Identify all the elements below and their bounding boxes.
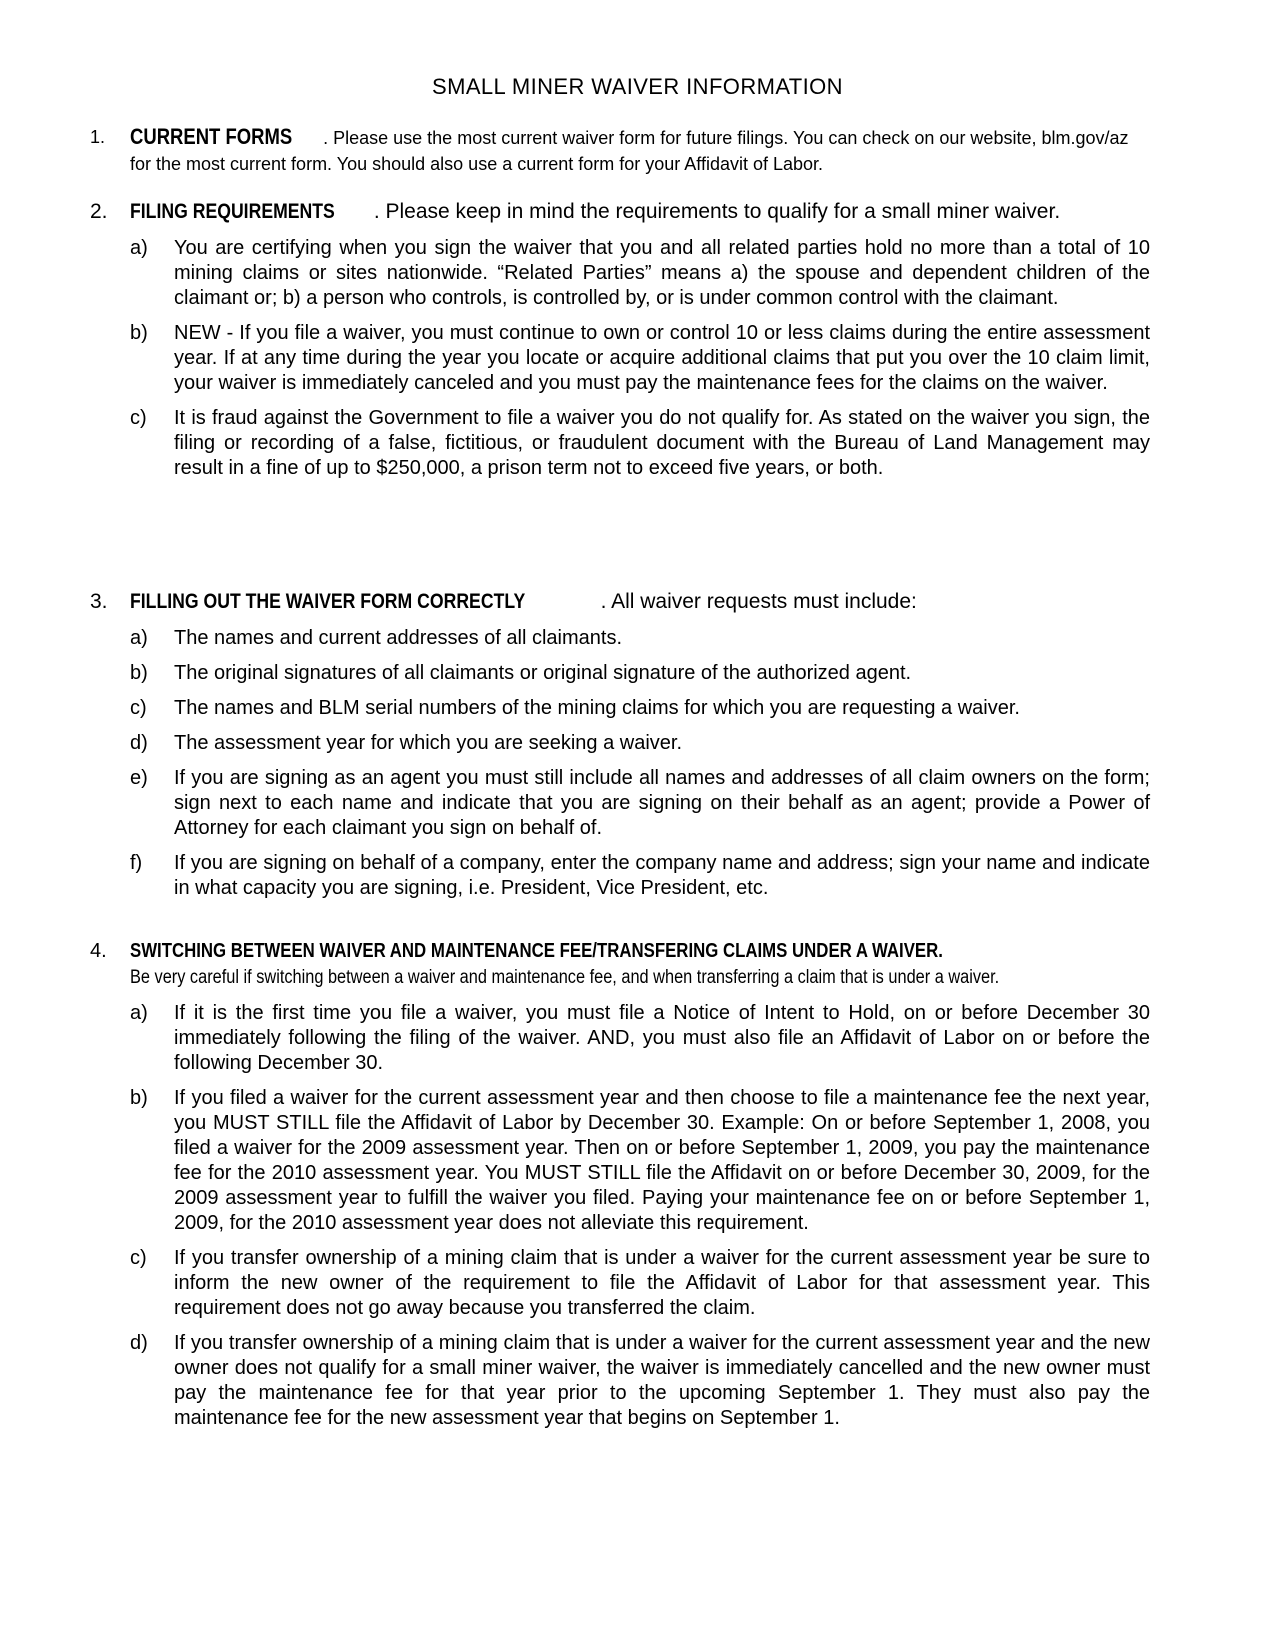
item-letter: c) <box>130 697 147 719</box>
item-text: If you transfer ownership of a mining claim that is under a waiver for the current assessment year be sure to inform the new owner of the requirement to file the Affidavit of Labor for that assessment year. This requirement does not go away because you transferred the claim. <box>174 1247 1150 1319</box>
item-text: If you are signing as an agent you must still include all names and addresses of all claim owners on the form; sign next to each name and indicate that you are signing on their behalf as an agent; provide a Power of Attorney for each claimant you sign on behalf of. <box>174 767 1150 839</box>
section-heading: FILING REQUIREMENTS <box>130 200 335 223</box>
item-letter: b) <box>130 322 148 344</box>
section-number: 1. <box>90 127 106 147</box>
list-item <box>90 766 1150 841</box>
item-text: You are certifying when you sign the waiver that you and all related parties hold no more than a total of 10 mining claims or sites nationwide. “Related Parties” means a) the spouse and dependent children of the claimant or; b) a person who controls, is controlled by, or is under common control with the claimant. <box>174 237 1150 309</box>
item-list <box>90 1001 1150 1431</box>
item-letter: a) <box>130 237 148 259</box>
list-item <box>90 851 1150 901</box>
item-letter: b) <box>130 662 148 684</box>
section-filing-requirements <box>90 198 1150 481</box>
section-number: 3. <box>90 590 108 613</box>
item-text: The names and BLM serial numbers of the mining claims for which you are requesting a waiver. <box>174 697 1020 719</box>
item-list <box>90 236 1150 481</box>
list-item <box>90 1086 1150 1236</box>
item-text: It is fraud against the Government to file a waiver you do not qualify for. As stated on the waiver you sign, the filing or recording of a false, fictitious, or fraudulent document with the Bureau of Land Management may result in a fine of up to $250,000, a prison term not to exceed five years, or both. <box>174 407 1150 479</box>
list-item <box>90 731 1150 756</box>
list-item <box>90 406 1150 481</box>
section-paragraph <box>90 588 1150 616</box>
item-letter: a) <box>130 627 148 649</box>
list-item <box>90 1331 1150 1431</box>
item-text: If you are signing on behalf of a company, enter the company name and address; sign your name and indicate in what capacity you are signing, i.e. President, Vice President, etc. <box>174 852 1150 899</box>
section-number: 2. <box>90 200 108 223</box>
section-heading: CURRENT FORMS <box>130 124 293 149</box>
item-letter: a) <box>130 1002 148 1024</box>
section-subheading: Be very careful if switching between a waiver and maintenance fee, and when transferring a claim that is under a waiver. <box>130 967 1000 988</box>
section-paragraph <box>90 124 1150 177</box>
item-text: NEW - If you file a waiver, you must continue to own or control 10 or less claims during the entire assessment year. If at any time during the year you locate or acquire additional claims that put you over the 10 claim limit, your waiver is immediately canceled and you must pay the maintenance fees for the claims on the waiver. <box>174 322 1150 394</box>
item-letter: d) <box>130 1332 148 1354</box>
document-title: SMALL MINER WAIVER INFORMATION <box>432 74 843 99</box>
item-text: If you transfer ownership of a mining claim that is under a waiver for the current assessment year and the new owner does not qualify for a small miner waiver, the waiver is immediately cancelled and the new owner must pay the maintenance fee for that year prior to the upcoming September 1. They must also pay the maintenance fee for the new assessment year that begins on September 1. <box>174 1332 1150 1429</box>
item-letter: e) <box>130 767 148 789</box>
list-item <box>90 696 1150 721</box>
section-heading: SWITCHING BETWEEN WAIVER AND MAINTENANCE FEE/TRANSFERING CLAIMS UNDER A WAIVER. <box>130 940 943 962</box>
section-text: . All waiver requests must include: <box>600 590 917 613</box>
item-text: If it is the first time you file a waiver, you must file a Notice of Intent to Hold, on or before December 30 immediately following the filing of the waiver. AND, you must also file an Affidavit of Labor on or before the following December 30. <box>174 1002 1150 1074</box>
item-text: The assessment year for which you are seeking a waiver. <box>174 732 683 754</box>
list-item <box>90 321 1150 396</box>
section-paragraph <box>90 938 1150 991</box>
section-text: . Please keep in mind the requirements to qualify for a small miner waiver. <box>373 200 1061 223</box>
section-paragraph <box>90 198 1150 226</box>
list-item <box>90 1246 1150 1321</box>
section-number: 4. <box>90 940 107 962</box>
item-letter: c) <box>130 407 147 429</box>
item-text: The names and current addresses of all claimants. <box>174 627 622 649</box>
item-letter: b) <box>130 1087 148 1109</box>
section-filling-out-form <box>90 588 1150 901</box>
list-item <box>90 661 1150 686</box>
section-current-forms <box>90 124 1150 177</box>
list-item <box>90 626 1150 651</box>
item-letter: f) <box>130 852 143 874</box>
item-list <box>90 626 1150 901</box>
item-letter: d) <box>130 732 148 754</box>
section-heading: FILLING OUT THE WAIVER FORM CORRECTLY <box>130 590 526 613</box>
section-text: . Please use the most current waiver form for future filings. You can check on our website, blm.gov/az for the most current form. You should also use a current form for your Affidavit of Labor. <box>130 128 1129 174</box>
list-item <box>90 1001 1150 1076</box>
item-text: If you filed a waiver for the current assessment year and then choose to file a maintenance fee the next year, you MUST STILL file the Affidavit of Labor by December 30. Example: On or before September 1, 2008, you filed a waiver for the 2009 assessment year. Then on or before September 1, 2009, you pay the maintenance fee for the 2010 assessment year. You MUST STILL file the Affidavit on or before December 30, 2009, for the 2009 assessment year to fulfill the waiver you filed. Paying your maintenance fee on or before September 1, 2009, for the 2010 assessment year does not alleviate this requirement. <box>174 1087 1150 1234</box>
item-letter: c) <box>130 1247 147 1269</box>
section-switching-waiver <box>90 938 1150 1431</box>
item-text: The original signatures of all claimants or original signature of the authorized agent. <box>174 662 912 684</box>
list-item <box>90 236 1150 311</box>
